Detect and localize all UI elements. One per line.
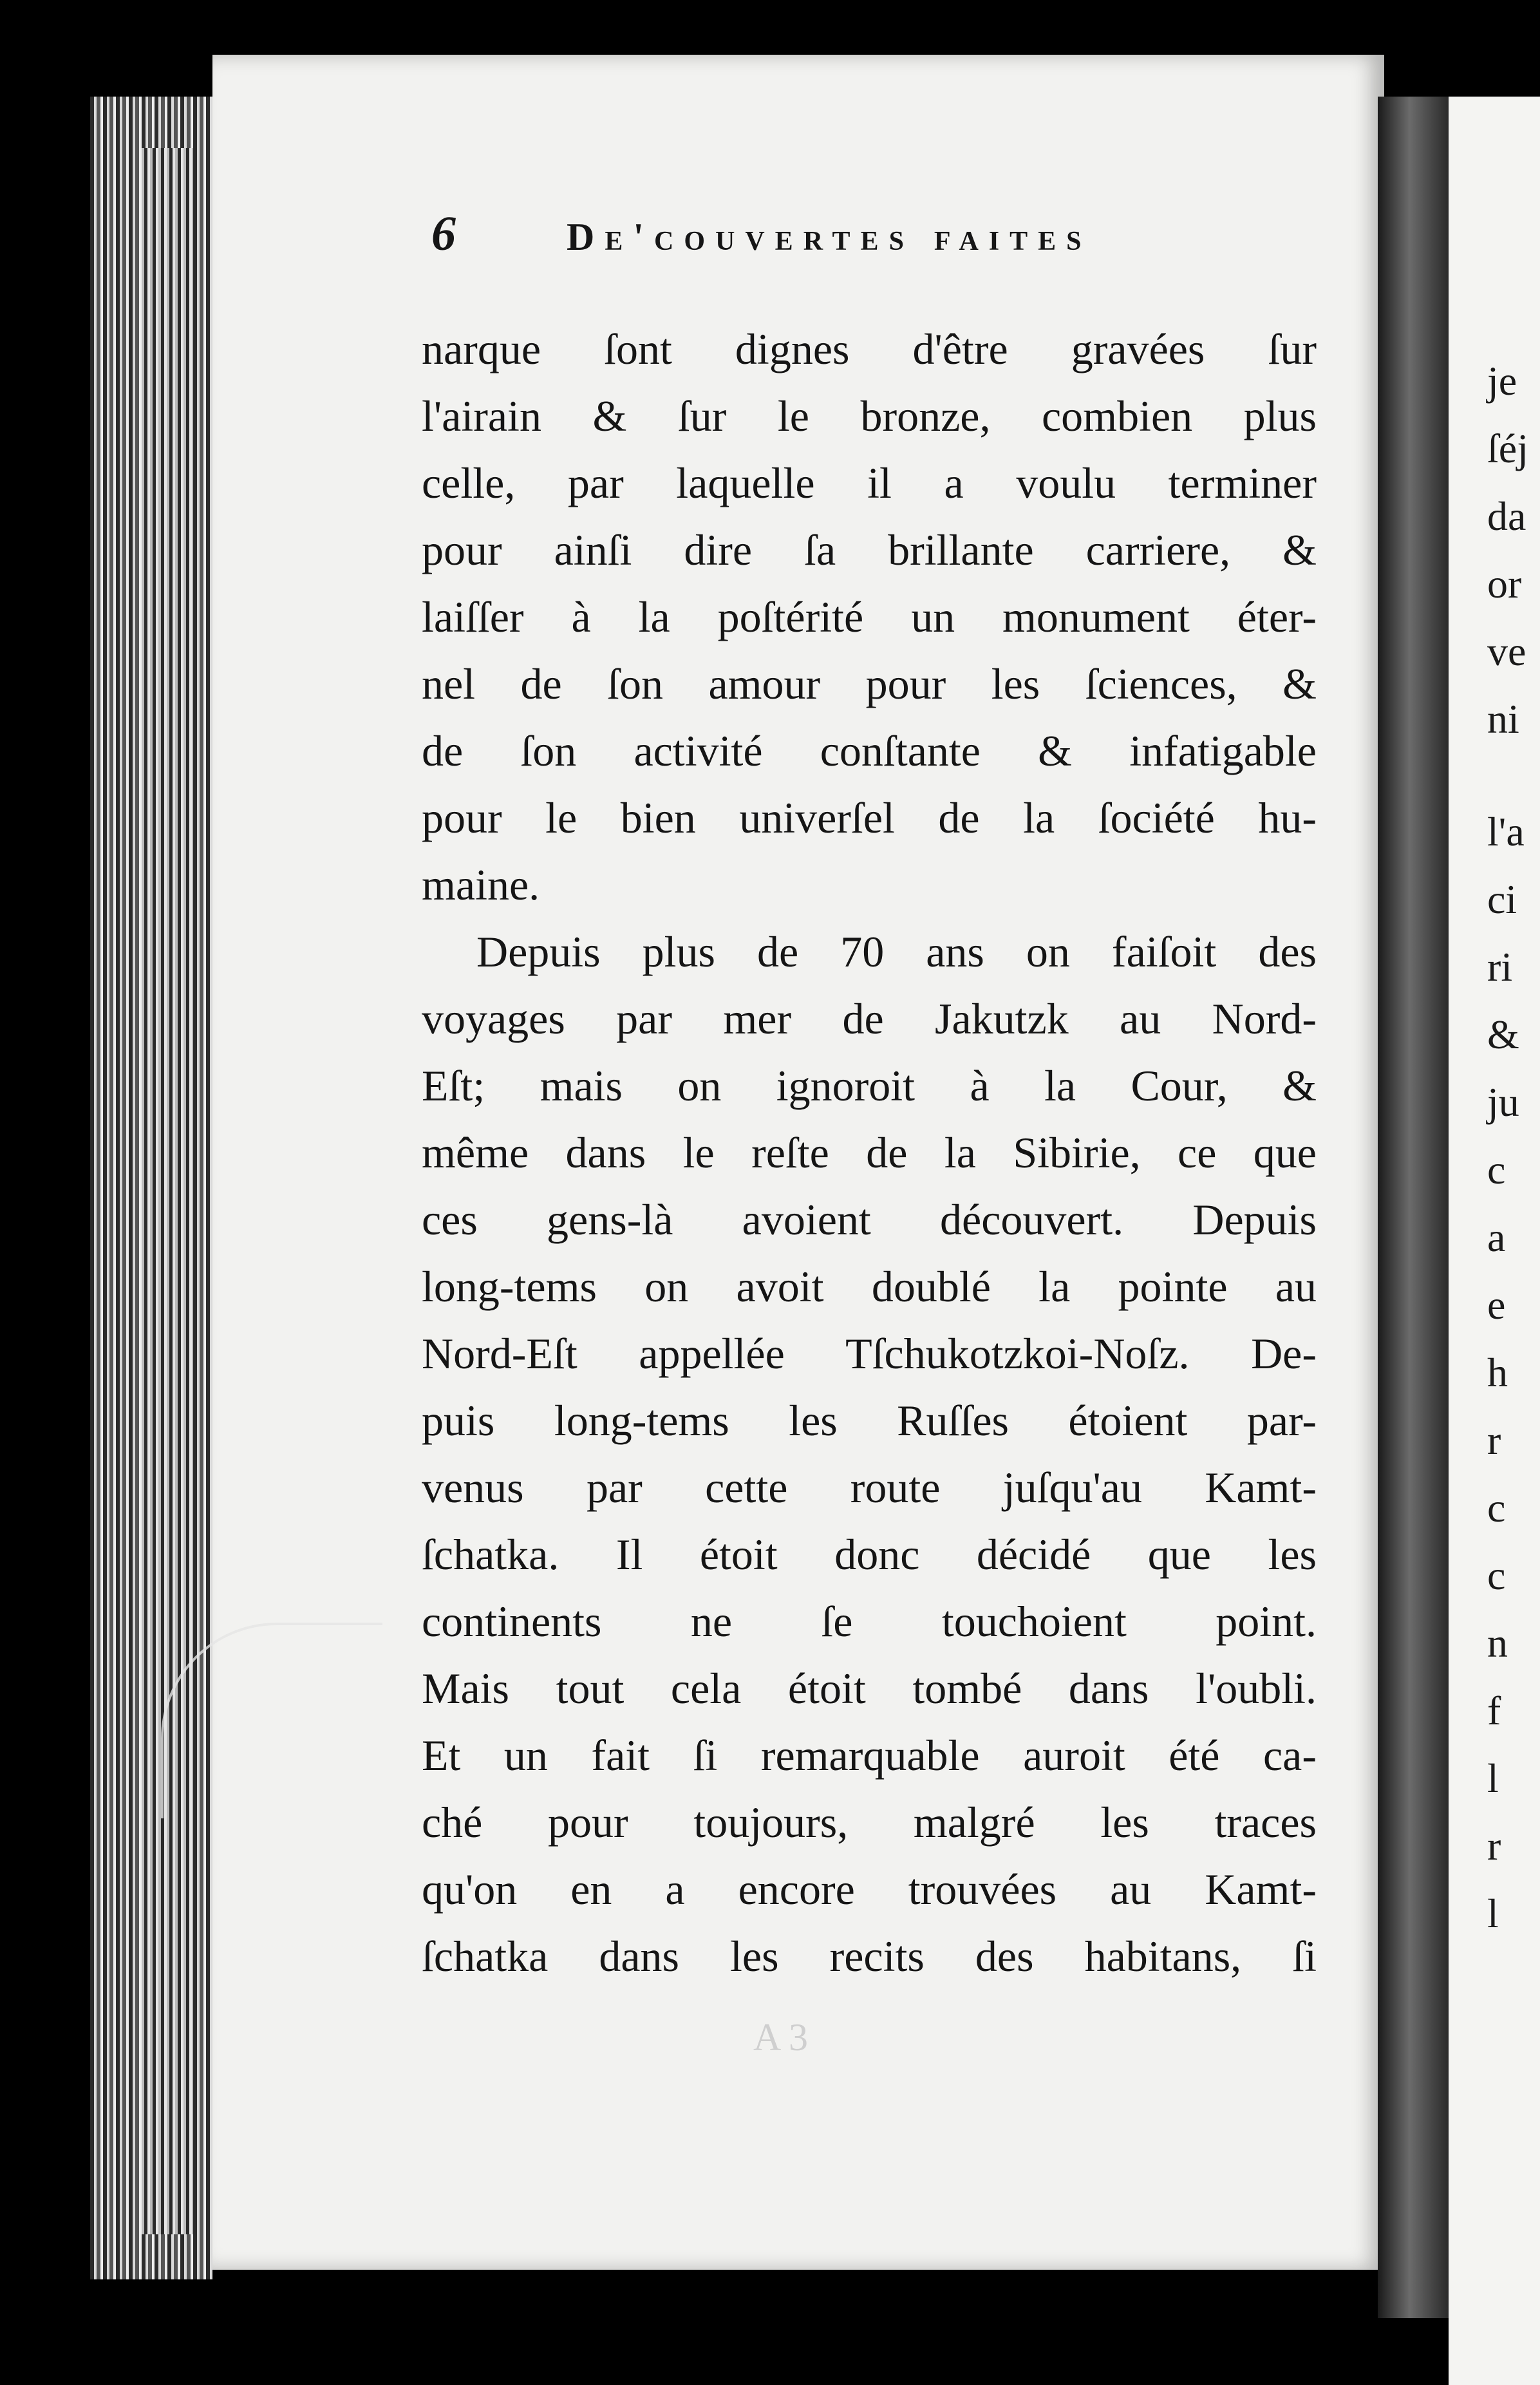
facing-page-text: l (1487, 1755, 1499, 1801)
text-line: venus par cette route juſqu'au Kamt- (422, 1463, 1317, 1512)
facing-page-text: l (1487, 1890, 1499, 1936)
text-line: même dans le reſte de la Sibirie, ce que (422, 1128, 1317, 1177)
text-line: ſchatka dans les recits des habitans, ſi (422, 1932, 1317, 1981)
text-line: Nord-Eſt appellée Tſchukotzkoi-Noſz. De- (422, 1329, 1317, 1378)
text-line: Eſt; mais on ignoroit à la Cour, & (422, 1061, 1317, 1110)
facing-page-text: r (1487, 1417, 1501, 1463)
facing-page-text: f (1487, 1688, 1501, 1733)
text-line: celle, par laquelle il a voulu terminer (422, 458, 1317, 507)
facing-page-text: ci (1487, 876, 1517, 922)
text-line: puis long-tems les Ruſſes étoient par- (422, 1396, 1317, 1445)
facing-page-text: ſéj (1487, 426, 1528, 471)
facing-page-text: c (1487, 1552, 1506, 1598)
text-line: nel de ſon amour pour les ſciences, & (422, 659, 1317, 708)
text-line: de ſon activité conſtante & infatigable (422, 726, 1317, 775)
facing-page-text: l'a (1487, 809, 1525, 854)
facing-page-text: da (1487, 493, 1526, 539)
text-line: continents ne ſe touchoient point. (422, 1597, 1317, 1646)
facing-page-text: e (1487, 1282, 1506, 1328)
text-line: ché pour toujours, malgré les traces (422, 1798, 1317, 1847)
running-head: De'couvertes faites (567, 216, 1092, 258)
body-text (422, 316, 1317, 1990)
facing-page-text: c (1487, 1147, 1506, 1192)
facing-page-text: je (1487, 358, 1517, 404)
facing-page-fragment (1449, 97, 1540, 2385)
text-line: Et un fait ſi remarquable auroit été ca- (422, 1731, 1317, 1780)
text-line: pour ainſi dire ſa brillante carriere, & (422, 525, 1317, 574)
facing-page-text: r (1487, 1823, 1501, 1869)
facing-page-text: ri (1487, 944, 1513, 990)
text-line: Mais tout cela étoit tombé dans l'oubli. (422, 1664, 1317, 1713)
facing-page-text: ve (1487, 628, 1526, 674)
page-header (431, 206, 1333, 262)
text-line: l'airain & ſur le bronze, combien plus (422, 391, 1317, 440)
text-line: laiſſer à la poſtérité un monument éter- (422, 592, 1317, 641)
text-line: ſchatka. Il étoit donc décidé que les (422, 1530, 1317, 1579)
text-line: qu'on en a encore trouvées au Kamt- (422, 1865, 1317, 1914)
text-line: voyages par mer de Jakutzk au Nord- (422, 994, 1317, 1043)
text-line: narque ſont dignes d'être gravées ſur (422, 325, 1317, 373)
facing-page-text: ni (1487, 696, 1519, 742)
facing-page-text: or (1487, 561, 1522, 607)
facing-page-text: a (1487, 1214, 1506, 1260)
left-page-block-inner-edge (142, 148, 193, 2234)
text-line: maine. (422, 860, 540, 909)
text-line: pour le bien univerſel de la ſociété hu- (422, 793, 1317, 842)
facing-page-text: h (1487, 1350, 1508, 1395)
text-line: Depuis plus de 70 ans on faiſoit des (476, 927, 1317, 976)
facing-page-text: c (1487, 1485, 1506, 1531)
facing-page-text: ju (1487, 1079, 1519, 1125)
facing-page-text: & (1487, 1012, 1519, 1057)
signature-mark: A 3 (753, 2016, 809, 2059)
page-number: 6 (431, 207, 456, 261)
book-gutter (1378, 97, 1449, 2318)
text-line: ces gens-là avoient découvert. Depuis (422, 1195, 1317, 1244)
text-line: long-tems on avoit doublé la pointe au (422, 1262, 1317, 1311)
facing-page-text: n (1487, 1620, 1508, 1666)
